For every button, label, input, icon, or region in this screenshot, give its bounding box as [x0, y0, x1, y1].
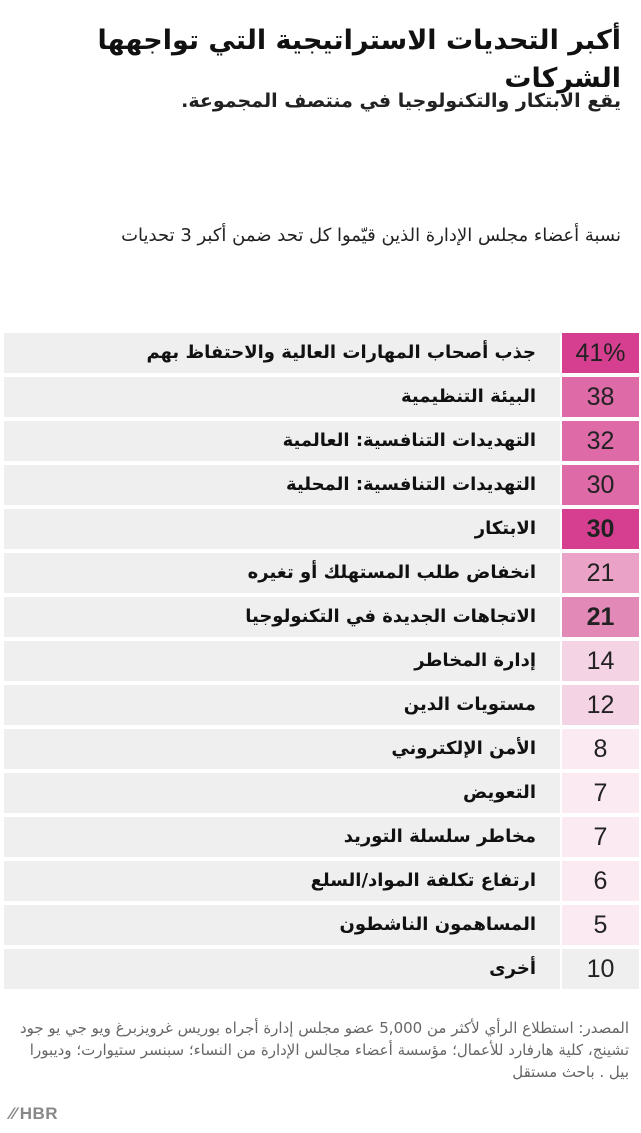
chart-title: أكبر التحديات الاستراتيجية التي تواجهها الشركات — [97, 25, 621, 94]
value-cell: 30 — [562, 465, 639, 505]
category-label: مخاطر سلسلة التوريد — [4, 817, 560, 857]
value-cell: 7 — [562, 773, 639, 813]
table-row — [4, 729, 639, 769]
value-cell: 30 — [562, 509, 639, 549]
value-cell: 12 — [562, 685, 639, 725]
category-label: المساهمون الناشطون — [4, 905, 560, 945]
table-row — [4, 553, 639, 593]
category-label: جذب أصحاب المهارات العالية والاحتفاظ بهم — [4, 333, 560, 373]
category-label: إدارة المخاطر — [4, 641, 560, 681]
value-cell: 6 — [562, 861, 639, 901]
value-cell: 32 — [562, 421, 639, 461]
table-row — [4, 421, 639, 461]
value-cell: 41% — [562, 333, 639, 373]
value-cell: 5 — [562, 905, 639, 945]
hbr-slash-icon: ⁄⁄ — [10, 1104, 17, 1123]
table-row — [4, 905, 639, 945]
chart-subtitle: يقع الابتكار والتكنولوجيا في منتصف المجموعة. — [181, 90, 621, 112]
category-label: انخفاض طلب المستهلك أو تغيره — [4, 553, 560, 593]
value-cell: 10 — [562, 949, 639, 989]
value-cell: 21 — [562, 553, 639, 593]
value-cell: 14 — [562, 641, 639, 681]
table-row — [4, 641, 639, 681]
category-label: ارتفاع تكلفة المواد/السلع — [4, 861, 560, 901]
table-row — [4, 465, 639, 505]
table-row — [4, 597, 639, 637]
table-row — [4, 773, 639, 813]
chart-measure-label: نسبة أعضاء مجلس الإدارة الذين قيّموا كل تحد ضمن أكبر 3 تحديات — [121, 225, 621, 246]
table-row — [4, 861, 639, 901]
source-note: المصدر: استطلاع الرأي لأكثر من 5,000 عضو مجلس إدارة أجراه بوريس غرويزبرغ ويو جي يو جود تشينج، كلية هارفارد للأعمال؛ مؤسسة أعضاء مجالس الإدارة من النساء؛ سبنسر ستيوارت؛ وديبورا بيل . باحث مستقل — [19, 1019, 629, 1081]
table-row — [4, 817, 639, 857]
value-cell: 21 — [562, 597, 639, 637]
category-label: الابتكار — [4, 509, 560, 549]
hbr-logo-text: HBR — [19, 1104, 59, 1123]
category-label: الأمن الإلكتروني — [4, 729, 560, 769]
category-label: التهديدات التنافسية: العالمية — [4, 421, 560, 461]
category-label: مستويات الدين — [4, 685, 560, 725]
value-cell: 8 — [562, 729, 639, 769]
category-label: التعويض — [4, 773, 560, 813]
hbr-logo — [10, 1104, 58, 1124]
table-row — [4, 949, 639, 989]
category-label: أخرى — [4, 949, 560, 989]
value-cell: 7 — [562, 817, 639, 857]
table-row — [4, 333, 639, 373]
table-row — [4, 377, 639, 417]
challenge-table — [4, 333, 639, 993]
table-row — [4, 685, 639, 725]
category-label: التهديدات التنافسية: المحلية — [4, 465, 560, 505]
category-label: البيئة التنظيمية — [4, 377, 560, 417]
value-cell: 38 — [562, 377, 639, 417]
category-label: الاتجاهات الجديدة في التكنولوجيا — [4, 597, 560, 637]
table-row — [4, 509, 639, 549]
